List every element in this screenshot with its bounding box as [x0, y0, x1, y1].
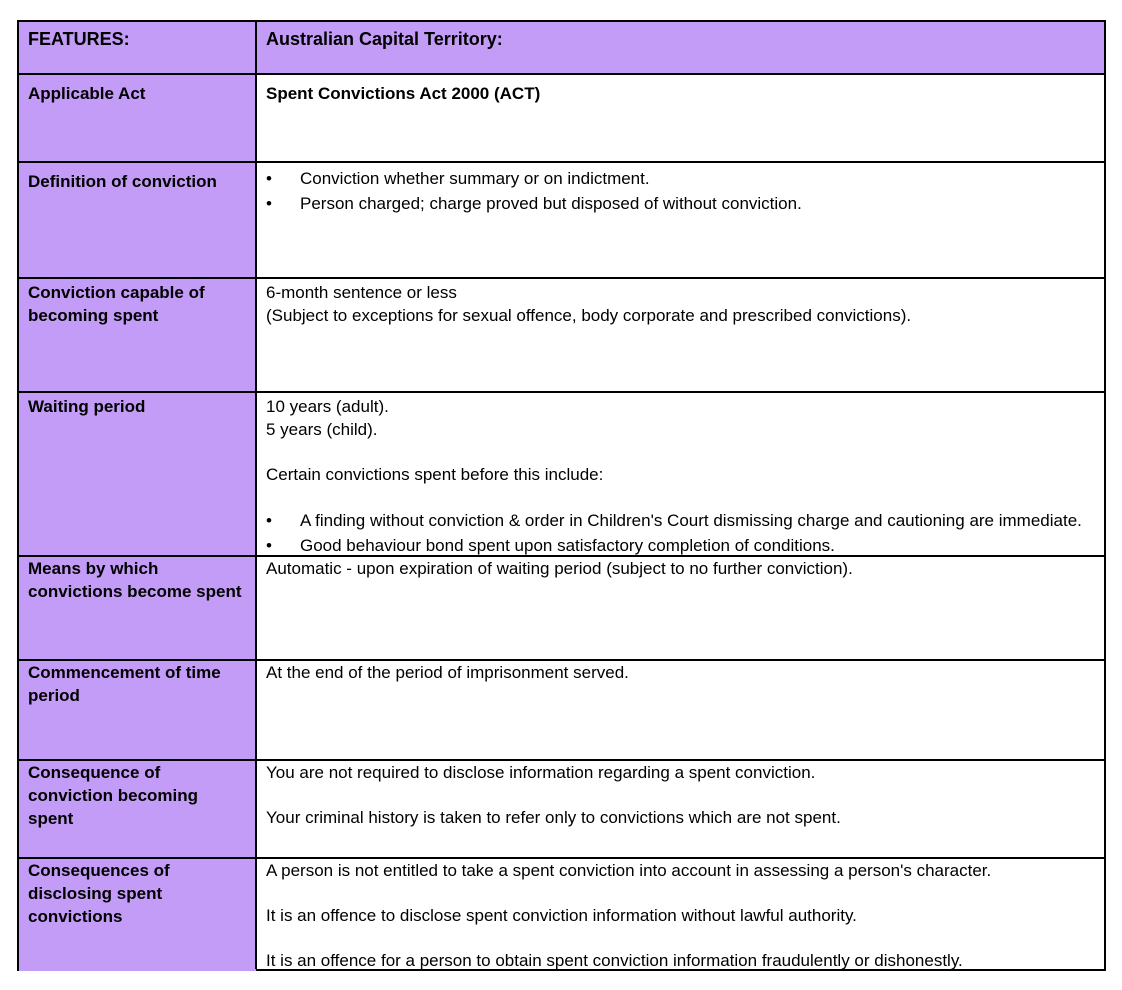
row-label-applicable-act: Applicable Act [19, 75, 256, 161]
waiting-bullet-list [266, 508, 1094, 555]
definition-bullet-list [266, 166, 1094, 216]
row-divider [19, 555, 1104, 557]
disclosing-line: It is an offence for a person to obtain spent conviction information fraudulently or dishonestly. [266, 951, 963, 970]
list-item: • Good behaviour bond spent upon satisfactory completion of conditions. [266, 533, 1094, 555]
row-label-definition: Definition of conviction [19, 163, 256, 277]
row-value-disclosing [256, 859, 1104, 971]
list-item: • A finding without conviction & order in Children's Court dismissing charge and cautioning are immediate. [266, 508, 1094, 533]
column-divider [255, 22, 257, 969]
row-divider [19, 277, 1104, 279]
row-divider [19, 759, 1104, 761]
spent-convictions-table [17, 20, 1106, 971]
waiting-line: Certain convictions spent before this include: [266, 465, 604, 484]
consequence-line: You are not required to disclose information regarding a spent conviction. [266, 763, 816, 782]
bullet-icon: • [266, 511, 272, 530]
bullet-icon: • [266, 169, 272, 188]
header-features-label: FEATURES: [19, 22, 256, 73]
table-row-definition [19, 163, 1104, 277]
row-label-waiting: Waiting period [19, 393, 256, 555]
row-divider [19, 857, 1104, 859]
row-value-waiting [256, 393, 1104, 555]
table-row-applicable-act [19, 75, 1104, 161]
table-header-row [19, 22, 1104, 73]
list-item: • Person charged; charge proved but disposed of without conviction. [266, 191, 1094, 216]
bullet-icon: • [266, 536, 272, 555]
row-divider [19, 73, 1104, 75]
row-value-applicable-act: Spent Convictions Act 2000 (ACT) [266, 84, 541, 103]
bullet-icon: • [266, 194, 272, 213]
disclosing-line: It is an offence to disclose spent conviction information without lawful authority. [266, 906, 857, 925]
waiting-line: 10 years (adult). [266, 397, 389, 416]
row-divider [19, 391, 1104, 393]
disclosing-line: A person is not entitled to take a spent conviction into account in assessing a person's character. [266, 861, 992, 880]
row-label-disclosing: Consequences of disclosing spent convictions [19, 859, 256, 971]
row-value-consequence [256, 761, 1104, 857]
table-row-means [19, 557, 1104, 659]
row-value-commencement: At the end of the period of imprisonment served. [266, 663, 629, 682]
row-value-means: Automatic - upon expiration of waiting period (subject to no further conviction). [266, 559, 853, 578]
row-label-commencement: Commencement of time period [19, 661, 256, 759]
table-row-commencement [19, 661, 1104, 759]
row-label-consequence: Consequence of conviction becoming spent [19, 761, 256, 857]
list-item: • Conviction whether summary or on indictment. [266, 166, 1094, 191]
row-divider [19, 161, 1104, 163]
row-value-capable [256, 279, 1104, 391]
waiting-line: 5 years (child). [266, 420, 378, 439]
table-row-capable [19, 279, 1104, 391]
consequence-line: Your criminal history is taken to refer only to convictions which are not spent. [266, 808, 841, 827]
row-label-means: Means by which convictions become spent [19, 557, 256, 659]
row-label-capable: Conviction capable of becoming spent [19, 279, 256, 391]
table-row-disclosing [19, 859, 1104, 971]
table-row-consequence [19, 761, 1104, 857]
row-divider [19, 659, 1104, 661]
capable-line: (Subject to exceptions for sexual offence, body corporate and prescribed convictions). [266, 306, 912, 325]
capable-line: 6-month sentence or less [266, 283, 457, 302]
table-row-waiting [19, 393, 1104, 555]
header-jurisdiction-label: Australian Capital Territory: [256, 22, 1104, 73]
row-value-definition [256, 163, 1104, 277]
